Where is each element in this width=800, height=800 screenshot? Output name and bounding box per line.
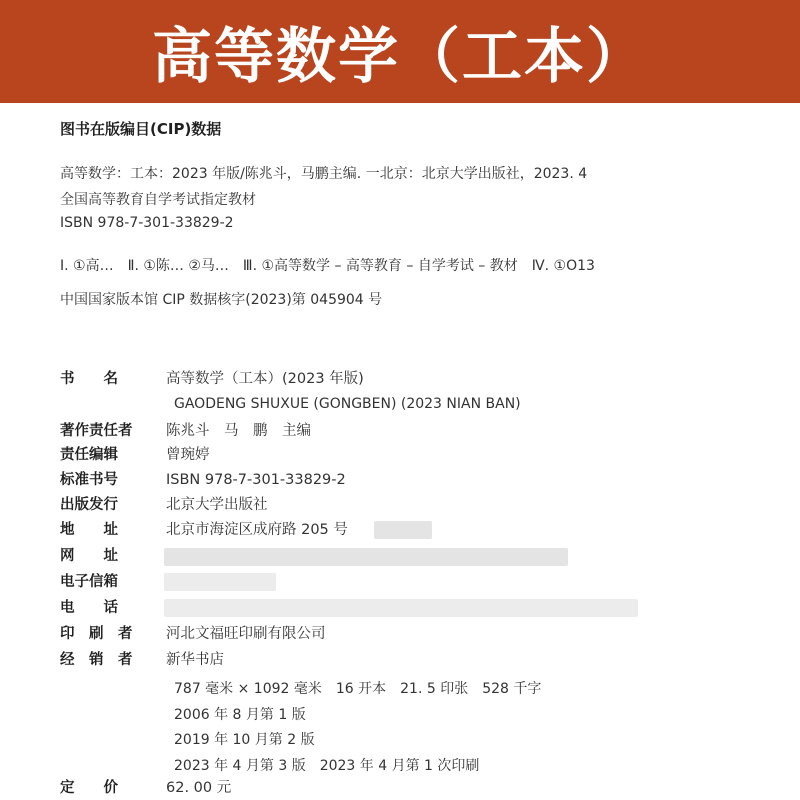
specs-line: 787 毫米 × 1092 毫米 16 开本 21. 5 印张 528 千字 bbox=[174, 681, 542, 697]
field-value: ISBN 978-7-301-33829-2 bbox=[166, 472, 346, 488]
field-label: 印 刷 者 bbox=[60, 626, 133, 642]
field-value: 62. 00 元 bbox=[166, 780, 232, 796]
field-label: 书 名 bbox=[60, 371, 118, 387]
cip-line-2: 全国高等教育自学考试指定教材 bbox=[60, 192, 256, 208]
redacted-block bbox=[164, 599, 638, 617]
cip-header: 图书在版编目(CIP)数据 bbox=[60, 120, 222, 138]
field-label: 出版发行 bbox=[60, 497, 118, 513]
book-title-pinyin: GAODENG SHUXUE (GONGBEN) (2023 NIAN BAN) bbox=[174, 396, 521, 412]
edition-line-2: 2019 年 10 月第 2 版 bbox=[174, 732, 315, 748]
banner-title: 高等数学（工本） bbox=[152, 21, 648, 92]
cip-line-1: 高等数学：工本：2023 年版/陈兆斗，马鹏主编. 一北京：北京大学出版社，2023. 4 bbox=[60, 166, 588, 182]
field-value: 高等数学（工本）(2023 年版) bbox=[166, 371, 364, 387]
field-value: 北京大学出版社 bbox=[166, 497, 268, 513]
field-label: 地 址 bbox=[60, 522, 118, 538]
edition-line-1: 2006 年 8 月第 1 版 bbox=[174, 707, 306, 723]
title-banner bbox=[0, 0, 800, 103]
field-label: 网 址 bbox=[60, 548, 118, 564]
field-value: 北京市海淀区成府路 205 号 bbox=[166, 522, 348, 538]
redacted-block bbox=[164, 573, 276, 591]
field-label: 电 话 bbox=[60, 600, 118, 616]
cip-line-5: 中国国家版本馆 CIP 数据核字(2023)第 045904 号 bbox=[60, 292, 383, 308]
field-label: 著作责任者 bbox=[60, 423, 133, 439]
field-label: 定 价 bbox=[60, 780, 118, 796]
field-value: 新华书店 bbox=[166, 652, 224, 668]
redacted-block bbox=[164, 548, 568, 566]
edition-line-3: 2023 年 4 月第 3 版 2023 年 4 月第 1 次印刷 bbox=[174, 758, 480, 774]
cip-line-4: Ⅰ. ①高… Ⅱ. ①陈… ②马… Ⅲ. ①高等数学 – 高等教育 – 自学考试 – 教材 Ⅳ. ①O13 bbox=[60, 258, 595, 274]
field-label: 电子信箱 bbox=[60, 574, 118, 590]
field-value: 陈兆斗 马 鹏 主编 bbox=[166, 423, 311, 439]
field-value: 河北文福旺印刷有限公司 bbox=[166, 626, 326, 642]
field-label: 责任编辑 bbox=[60, 447, 118, 463]
field-label: 标准书号 bbox=[60, 472, 118, 488]
cip-line-3: ISBN 978-7-301-33829-2 bbox=[60, 215, 234, 231]
field-value: 曾琬婷 bbox=[166, 447, 210, 463]
field-label: 经 销 者 bbox=[60, 652, 133, 668]
redacted-block bbox=[374, 521, 432, 539]
